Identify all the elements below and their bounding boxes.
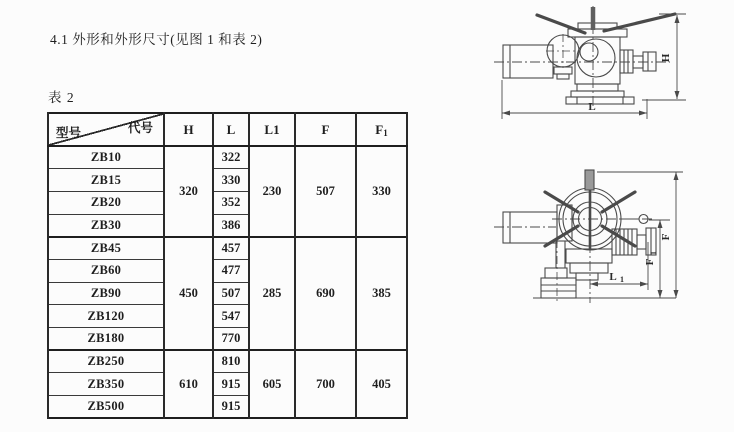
dim-label-f: F — [660, 233, 672, 241]
figure-front-view — [494, 170, 683, 303]
column-header-l1: L1 — [249, 113, 295, 146]
dimensions-table — [47, 112, 408, 419]
corner-row-label: 型号 — [56, 126, 82, 140]
figure-side-view — [494, 6, 686, 119]
l-value-cell: 386 — [213, 214, 249, 237]
dim-label-l1-sub: 1 — [620, 275, 624, 284]
f-value-cell: 690 — [295, 237, 356, 350]
h-value-cell: 320 — [164, 146, 213, 237]
model-cell: ZB500 — [48, 396, 164, 419]
valve-stem-front — [585, 170, 594, 190]
h-value-cell: 450 — [164, 237, 213, 350]
f1-value-cell: 330 — [356, 146, 407, 237]
model-cell: ZB60 — [48, 259, 164, 282]
dim-label-f1: F — [644, 258, 656, 266]
l-value-cell: 477 — [213, 259, 249, 282]
f-value-cell: 507 — [295, 146, 356, 237]
column-header-l: L — [213, 113, 249, 146]
f-value-cell: 700 — [295, 350, 356, 418]
model-cell: ZB250 — [48, 350, 164, 373]
dim-label-h: H — [660, 53, 672, 63]
table-row — [48, 350, 407, 373]
corner-header-cell — [48, 113, 164, 146]
corner-col-label: 代号 — [127, 121, 153, 135]
model-cell: ZB10 — [48, 146, 164, 169]
section-heading: 4.1 外形和外形尺寸(见图 1 和表 2) — [50, 32, 263, 47]
model-cell: ZB90 — [48, 282, 164, 305]
dimension-h — [642, 14, 686, 100]
model-cell: ZB120 — [48, 305, 164, 328]
model-cell: ZB20 — [48, 191, 164, 214]
header-row — [48, 113, 407, 146]
dimension-l — [502, 80, 647, 119]
l-value-cell: 352 — [213, 191, 249, 214]
h-value-cell: 610 — [164, 350, 213, 418]
column-header-f1: $F_1$ — [356, 113, 407, 146]
table-caption: 表 2 — [48, 90, 75, 105]
model-cell: ZB15 — [48, 169, 164, 192]
table-row — [48, 146, 407, 169]
l-value-cell: 507 — [213, 282, 249, 305]
l-value-cell: 330 — [213, 169, 249, 192]
l-value-cell: 547 — [213, 305, 249, 328]
column-header-f: F — [295, 113, 356, 146]
model-cell: ZB180 — [48, 328, 164, 351]
technical-drawings — [480, 0, 734, 315]
l-value-cell: 915 — [213, 373, 249, 396]
dim-label-l1: L — [609, 271, 617, 283]
column-header-h: H — [164, 113, 213, 146]
f1-value-cell: 405 — [356, 350, 407, 418]
l1-value-cell: 285 — [249, 237, 295, 350]
l-value-cell: 915 — [213, 396, 249, 419]
model-cell: ZB45 — [48, 237, 164, 260]
table-row — [48, 237, 407, 260]
l1-value-cell: 605 — [249, 350, 295, 418]
l-value-cell: 322 — [213, 146, 249, 169]
l-value-cell: 770 — [213, 328, 249, 351]
f1-value-cell: 385 — [356, 237, 407, 350]
l1-value-cell: 230 — [249, 146, 295, 237]
dim-label-l: L — [588, 101, 596, 113]
model-cell: ZB30 — [48, 214, 164, 237]
l-value-cell: 457 — [213, 237, 249, 260]
dim-label-f1-sub: 1 — [649, 251, 658, 255]
model-cell: ZB350 — [48, 373, 164, 396]
l-value-cell: 810 — [213, 350, 249, 373]
